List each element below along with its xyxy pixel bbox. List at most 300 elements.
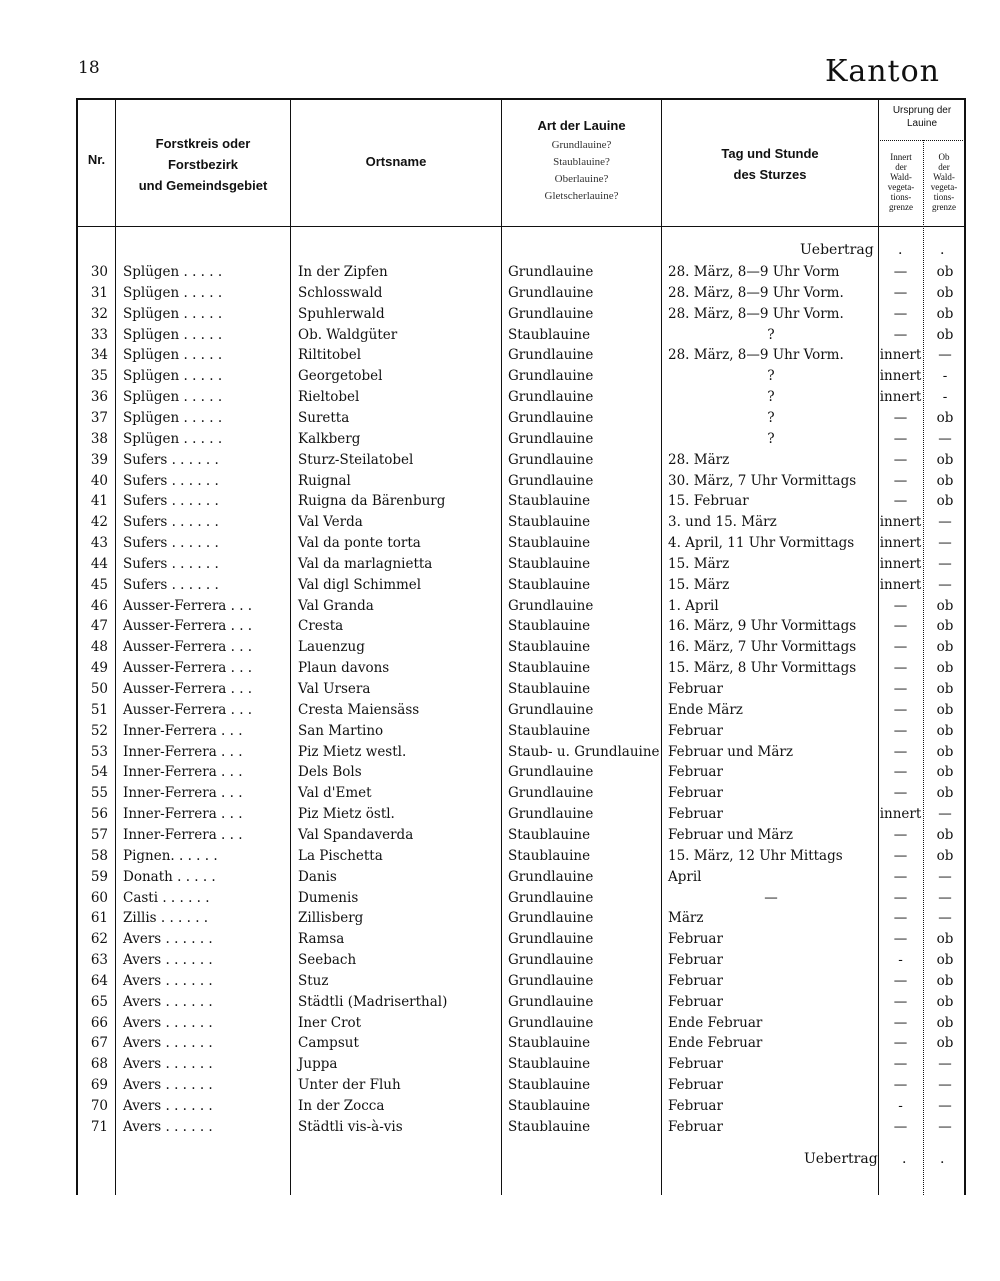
- forstkreis-cell: Avers . . . . . .: [123, 1077, 213, 1094]
- ortsname-cell: Städtli vis-à-vis: [298, 1118, 403, 1135]
- page-number: 18: [78, 58, 100, 78]
- lauine-art-cell: Staublauine: [508, 576, 591, 593]
- sturz-datum-cell: 15. März: [668, 555, 730, 572]
- innert-cell: —: [893, 1035, 908, 1052]
- lauine-art-cell: Staublauine: [508, 1098, 591, 1114]
- ortsname-cell: Cresta Maiensäss: [298, 701, 420, 718]
- ob-cell: ob: [936, 1035, 954, 1052]
- row-number: 67: [90, 1035, 108, 1052]
- table-row: [76, 825, 966, 846]
- table-row: [76, 366, 966, 387]
- forstkreis-cell: Sufers . . . . . .: [123, 493, 219, 510]
- ortsname-cell: Ramsa: [298, 931, 345, 948]
- sturz-datum-cell: Ende Februar: [668, 1035, 763, 1052]
- forstkreis-cell: Avers . . . . . .: [123, 1014, 213, 1031]
- innert-cell: —: [893, 451, 908, 468]
- sturz-datum-cell: 28. März, 8—9 Uhr Vorm.: [668, 347, 844, 364]
- header-innert-line: tions-: [890, 192, 912, 202]
- innert-cell: -: [898, 952, 903, 969]
- innert-cell: —: [893, 305, 908, 322]
- ob-cell: ob: [936, 931, 954, 948]
- ob-cell: ob: [936, 618, 954, 635]
- header-art-option: Oberlauine?: [554, 173, 609, 185]
- row-number: 46: [90, 597, 108, 614]
- row-number: 43: [90, 535, 108, 552]
- ortsname-cell: Rieltobel: [298, 389, 360, 406]
- header-ursprung-line-1: Ursprung der: [892, 105, 952, 116]
- forstkreis-cell: Splügen . . . . .: [123, 409, 223, 426]
- ob-cell: ob: [936, 493, 954, 510]
- table-row: [76, 846, 966, 867]
- row-number: 44: [90, 555, 108, 572]
- table-row: [76, 908, 966, 929]
- row-number: 68: [90, 1056, 108, 1073]
- forstkreis-cell: Splügen . . . . .: [123, 326, 223, 343]
- table-row: [76, 450, 966, 471]
- lauine-art-cell: Staublauine: [508, 681, 591, 697]
- ob-cell: ob: [936, 409, 954, 426]
- header-ob-line: grenze: [932, 202, 956, 212]
- innert-cell: innert: [879, 535, 922, 552]
- sturz-datum-cell: —: [764, 889, 778, 906]
- sturz-datum-cell: Februar: [668, 1077, 723, 1094]
- ortsname-cell: Val da ponte torta: [298, 535, 421, 552]
- innert-cell: —: [893, 722, 908, 739]
- forstkreis-cell: Sufers . . . . . .: [123, 535, 219, 552]
- table-row: [76, 888, 966, 909]
- sturz-datum-cell: 30. März, 7 Uhr Vormittags: [668, 472, 857, 489]
- ortsname-cell: Spuhlerwald: [298, 305, 385, 322]
- innert-cell: —: [893, 472, 908, 489]
- table-row: [76, 700, 966, 721]
- row-number: 50: [90, 681, 108, 697]
- ortsname-cell: La Pischetta: [298, 847, 383, 864]
- row-number: 35: [90, 368, 108, 385]
- ortsname-cell: In der Zocca: [298, 1098, 385, 1114]
- row-number: 48: [90, 639, 108, 656]
- lauine-art-cell: Grundlauine: [508, 910, 594, 927]
- row-number: 39: [90, 451, 108, 468]
- sturz-datum-cell: Februar: [668, 993, 723, 1010]
- table-row: [76, 804, 966, 825]
- ortsname-cell: Cresta: [298, 618, 344, 635]
- table-row: [76, 575, 966, 596]
- table-row: [76, 867, 966, 888]
- sturz-datum-cell: Februar: [668, 806, 723, 823]
- forstkreis-cell: Donath . . . . .: [123, 868, 216, 885]
- row-number: 47: [90, 618, 108, 635]
- table-top-rule: [76, 98, 966, 100]
- sturz-datum-cell: ?: [767, 326, 775, 343]
- header-ob-line: der: [938, 162, 950, 172]
- lauine-art-cell: Grundlauine: [508, 952, 594, 969]
- forstkreis-cell: Inner-Ferrera . . .: [123, 743, 243, 760]
- sturz-datum-cell: 16. März, 7 Uhr Vormittags: [668, 639, 857, 656]
- lauine-art-cell: Staublauine: [508, 555, 591, 572]
- ob-cell: ob: [936, 826, 954, 843]
- table-row: [76, 742, 966, 763]
- innert-cell: —: [893, 1077, 908, 1094]
- sturz-datum-cell: Februar: [668, 785, 723, 802]
- table-row: [76, 1096, 966, 1117]
- innert-cell: —: [893, 910, 908, 927]
- row-number: 34: [90, 347, 108, 364]
- ortsname-cell: Val Spandaverda: [298, 826, 414, 843]
- lauine-art-cell: Staublauine: [508, 493, 591, 510]
- innert-cell: —: [893, 868, 908, 885]
- ob-cell: ob: [936, 326, 954, 343]
- sturz-datum-cell: ?: [767, 389, 775, 406]
- row-number: 54: [90, 764, 108, 781]
- forstkreis-cell: Splügen . . . . .: [123, 430, 223, 447]
- table-row: [76, 1117, 966, 1138]
- table-row: [76, 533, 966, 554]
- ortsname-cell: Seebach: [298, 952, 357, 969]
- forstkreis-cell: Avers . . . . . .: [123, 931, 213, 948]
- innert-cell: innert: [879, 514, 922, 531]
- lauine-art-cell: Grundlauine: [508, 868, 594, 885]
- sturz-datum-cell: 4. April, 11 Uhr Vormittags: [668, 535, 855, 552]
- table-row: [76, 491, 966, 512]
- row-number: 41: [90, 493, 108, 510]
- table-row: [76, 971, 966, 992]
- row-number: 37: [90, 409, 108, 426]
- ortsname-cell: Georgetobel: [298, 368, 383, 385]
- forstkreis-cell: Inner-Ferrera . . .: [123, 764, 243, 781]
- carry-over-bottom-innert: .: [902, 1151, 907, 1167]
- header-ursprung-line-2: Lauine: [906, 118, 938, 129]
- table-row: [76, 992, 966, 1013]
- sturz-datum-cell: Februar: [668, 1056, 723, 1073]
- carry-over-bottom: Uebertrag: [804, 1151, 878, 1167]
- header-forstkreis-line-2: Forstbezirk: [167, 157, 239, 172]
- row-number: 65: [90, 993, 108, 1010]
- row-number: 53: [90, 743, 108, 760]
- ob-cell: ob: [936, 722, 954, 739]
- innert-cell: innert: [879, 347, 922, 364]
- lauine-art-cell: Grundlauine: [508, 472, 594, 489]
- table-row: [76, 471, 966, 492]
- ortsname-cell: Unter der Fluh: [298, 1077, 401, 1094]
- forstkreis-cell: Sufers . . . . . .: [123, 472, 219, 489]
- forstkreis-cell: Casti . . . . . .: [123, 889, 210, 906]
- innert-cell: —: [893, 931, 908, 948]
- ortsname-cell: Dumenis: [298, 889, 359, 906]
- ob-cell: ob: [936, 639, 954, 656]
- ortsname-cell: Danis: [298, 868, 337, 885]
- lauine-art-cell: Staublauine: [508, 722, 591, 739]
- ob-cell: —: [938, 868, 952, 885]
- ob-cell: —: [938, 1077, 952, 1094]
- innert-cell: —: [893, 847, 908, 864]
- sturz-datum-cell: 28. März, 8—9 Uhr Vorm: [668, 264, 840, 280]
- innert-cell: -: [898, 1098, 903, 1114]
- ob-cell: ob: [936, 1014, 954, 1031]
- lauine-art-cell: Grundlauine: [508, 806, 594, 823]
- innert-cell: —: [893, 889, 908, 906]
- ob-cell: ob: [936, 305, 954, 322]
- lauine-art-cell: Grundlauine: [508, 368, 594, 385]
- ortsname-cell: Riltitobel: [298, 347, 362, 364]
- header-forstkreis: [116, 133, 290, 196]
- innert-cell: —: [893, 826, 908, 843]
- header-tag-line-2: des Sturzes: [733, 167, 807, 182]
- ob-cell: ob: [936, 764, 954, 781]
- lauine-art-cell: Grundlauine: [508, 409, 594, 426]
- sturz-datum-cell: 15. Februar: [668, 493, 749, 510]
- running-title: Kanton: [824, 54, 940, 89]
- forstkreis-cell: Splügen . . . . .: [123, 264, 223, 280]
- sturz-datum-cell: 16. März, 9 Uhr Vormittags: [668, 618, 857, 635]
- header-ob-line: Wald-: [933, 172, 955, 182]
- innert-cell: —: [893, 1014, 908, 1031]
- row-number: 49: [90, 660, 108, 677]
- sturz-datum-cell: 1. April: [668, 597, 719, 614]
- sturz-datum-cell: Februar: [668, 1118, 723, 1135]
- lauine-art-cell: Grundlauine: [508, 993, 594, 1010]
- table-row: [76, 721, 966, 742]
- ob-cell: —: [938, 1118, 952, 1135]
- ob-cell: -: [942, 389, 948, 406]
- lauine-art-cell: Staublauine: [508, 1077, 591, 1094]
- innert-cell: —: [893, 409, 908, 426]
- forstkreis-cell: Avers . . . . . .: [123, 952, 213, 969]
- row-number: 40: [90, 472, 108, 489]
- sturz-datum-cell: Ende Februar: [668, 1014, 763, 1031]
- ortsname-cell: Plaun davons: [298, 660, 390, 677]
- sturz-datum-cell: ?: [767, 409, 775, 426]
- lauine-art-cell: Grundlauine: [508, 972, 594, 989]
- ob-cell: —: [938, 1098, 952, 1114]
- forstkreis-cell: Inner-Ferrera . . .: [123, 722, 243, 739]
- lauine-art-cell: Staublauine: [508, 618, 591, 635]
- table-row: [76, 1013, 966, 1034]
- innert-cell: —: [893, 430, 908, 447]
- ortsname-cell: Ruigna da Bärenburg: [298, 493, 446, 510]
- forstkreis-cell: Splügen . . . . .: [123, 347, 223, 364]
- ortsname-cell: Val Ursera: [298, 681, 371, 697]
- lauine-art-cell: Staublauine: [508, 1056, 591, 1073]
- forstkreis-cell: Avers . . . . . .: [123, 993, 213, 1010]
- table-row: [76, 325, 966, 346]
- ortsname-cell: Zillisberg: [298, 910, 364, 927]
- forstkreis-cell: Avers . . . . . .: [123, 1035, 213, 1052]
- forstkreis-cell: Avers . . . . . .: [123, 1118, 213, 1135]
- table-row: [76, 345, 966, 366]
- innert-cell: —: [893, 681, 908, 697]
- forstkreis-cell: Splügen . . . . .: [123, 368, 223, 385]
- ortsname-cell: Dels Bols: [298, 764, 362, 781]
- ob-cell: —: [938, 555, 952, 572]
- lauine-art-cell: Grundlauine: [508, 264, 594, 280]
- table-row: [76, 512, 966, 533]
- header-innert-line: grenze: [889, 202, 913, 212]
- forstkreis-cell: Ausser-Ferrera . . .: [123, 681, 253, 697]
- header-art: [502, 118, 661, 205]
- innert-cell: innert: [879, 806, 922, 823]
- ortsname-cell: Stuz: [298, 972, 329, 989]
- row-number: 69: [90, 1077, 108, 1094]
- table-row: [76, 658, 966, 679]
- ortsname-cell: Suretta: [298, 409, 350, 426]
- ob-cell: ob: [936, 451, 954, 468]
- innert-cell: innert: [879, 555, 922, 572]
- innert-cell: —: [893, 264, 908, 280]
- ob-cell: ob: [936, 972, 954, 989]
- sturz-datum-cell: Februar: [668, 722, 723, 739]
- header-ob-line: Ob: [938, 152, 950, 162]
- ob-cell: ob: [936, 993, 954, 1010]
- ortsname-cell: San Martino: [298, 722, 384, 739]
- sturz-datum-cell: 28. März, 8—9 Uhr Vorm.: [668, 284, 844, 301]
- sturz-datum-cell: 15. März, 12 Uhr Mittags: [668, 847, 843, 864]
- innert-cell: —: [893, 743, 908, 760]
- sturz-datum-cell: Februar und März: [668, 826, 793, 843]
- lauine-art-cell: Grundlauine: [508, 597, 594, 614]
- ortsname-cell: Val Verda: [298, 514, 363, 531]
- sturz-datum-cell: April: [668, 868, 702, 885]
- table-row: [76, 783, 966, 804]
- innert-cell: —: [893, 326, 908, 343]
- row-number: 45: [90, 576, 108, 593]
- row-number: 55: [90, 785, 108, 802]
- header-innert-line: vegeta-: [887, 182, 915, 192]
- innert-cell: —: [893, 764, 908, 781]
- table-row: [76, 950, 966, 971]
- row-number: 33: [90, 326, 108, 343]
- header-innert-line: der: [895, 162, 907, 172]
- ob-cell: —: [938, 910, 952, 927]
- sturz-datum-cell: 15. März: [668, 576, 730, 593]
- ortsname-cell: Sturz-Steilatobel: [298, 451, 414, 468]
- header-ortsname: Ortsname: [365, 154, 427, 169]
- forstkreis-cell: Splügen . . . . .: [123, 389, 223, 406]
- header-art-option: Grundlauine?: [551, 139, 612, 151]
- header-art-option: Staublauine?: [553, 156, 610, 168]
- header-innert-line: Wald-: [890, 172, 912, 182]
- innert-cell: —: [893, 785, 908, 802]
- table-row: [76, 387, 966, 408]
- ortsname-cell: Piz Mietz westl.: [298, 743, 407, 760]
- forstkreis-cell: Ausser-Ferrera . . .: [123, 660, 253, 677]
- lauine-art-cell: Grundlauine: [508, 1014, 594, 1031]
- table-row: [76, 1054, 966, 1075]
- row-number: 66: [90, 1014, 108, 1031]
- ob-cell: —: [938, 514, 952, 531]
- ortsname-cell: Val d'Emet: [298, 785, 372, 802]
- header-ob-line: tions-: [933, 192, 955, 202]
- forstkreis-cell: Ausser-Ferrera . . .: [123, 701, 253, 718]
- ob-cell: —: [938, 535, 952, 552]
- ortsname-cell: Piz Mietz östl.: [298, 806, 395, 823]
- forstkreis-cell: Sufers . . . . . .: [123, 451, 219, 468]
- ob-cell: ob: [936, 847, 954, 864]
- ob-cell: ob: [936, 743, 954, 760]
- row-number: 31: [90, 284, 108, 301]
- lauine-art-cell: Staublauine: [508, 514, 591, 531]
- lauine-art-cell: Staub- u. Grundlauine: [508, 743, 660, 760]
- lauine-art-cell: Grundlauine: [508, 889, 594, 906]
- table-row: [76, 408, 966, 429]
- sturz-datum-cell: Februar: [668, 764, 723, 781]
- row-number: 58: [90, 847, 108, 864]
- lauine-art-cell: Staublauine: [508, 326, 591, 343]
- header-art-option: Gletscherlauine?: [544, 190, 619, 202]
- lauine-art-cell: Grundlauine: [508, 284, 594, 301]
- row-number: 61: [90, 910, 108, 927]
- forstkreis-cell: Inner-Ferrera . . .: [123, 806, 243, 823]
- table-row: [76, 929, 966, 950]
- table-row: [76, 283, 966, 304]
- sturz-datum-cell: 28. März, 8—9 Uhr Vorm.: [668, 305, 844, 322]
- forstkreis-cell: Zillis . . . . . .: [123, 910, 209, 927]
- row-number: 36: [90, 389, 108, 406]
- ob-cell: ob: [936, 472, 954, 489]
- ortsname-cell: Val digl Schimmel: [298, 576, 422, 593]
- row-number: 71: [90, 1118, 108, 1135]
- ob-cell: —: [938, 576, 952, 593]
- row-number: 63: [90, 952, 108, 969]
- sturz-datum-cell: ?: [767, 368, 775, 385]
- table-row: [76, 304, 966, 325]
- lauine-art-cell: Grundlauine: [508, 389, 594, 406]
- forstkreis-cell: Sufers . . . . . .: [123, 555, 219, 572]
- lauine-art-cell: Staublauine: [508, 639, 591, 656]
- row-number: 38: [90, 430, 108, 447]
- table-row: [76, 1033, 966, 1054]
- innert-cell: —: [893, 993, 908, 1010]
- ob-cell: —: [938, 806, 952, 823]
- row-number: 52: [90, 722, 108, 739]
- row-number: 60: [90, 889, 108, 906]
- row-number: 30: [90, 264, 108, 280]
- innert-cell: innert: [879, 576, 922, 593]
- sturz-datum-cell: Februar: [668, 931, 723, 948]
- forstkreis-cell: Avers . . . . . .: [123, 1056, 213, 1073]
- innert-cell: —: [893, 1056, 908, 1073]
- ortsname-cell: In der Zipfen: [298, 264, 388, 280]
- ob-cell: ob: [936, 701, 954, 718]
- ortsname-cell: Ruignal: [298, 472, 351, 489]
- ortsname-cell: Kalkberg: [298, 430, 361, 447]
- row-number: 42: [90, 514, 108, 531]
- ob-cell: -: [942, 368, 948, 385]
- sturz-datum-cell: März: [668, 910, 704, 927]
- header-ob-line: vegeta-: [930, 182, 958, 192]
- table-row: [76, 679, 966, 700]
- sturz-datum-cell: Ende März: [668, 701, 743, 718]
- sturz-datum-cell: Februar: [668, 681, 723, 697]
- header-innert-line: Innert: [890, 152, 912, 162]
- header-tag: [662, 143, 878, 185]
- lauine-art-cell: Grundlauine: [508, 451, 594, 468]
- ob-cell: —: [938, 347, 952, 364]
- ob-cell: —: [938, 430, 952, 447]
- ortsname-cell: Schlosswald: [298, 284, 383, 301]
- row-number: 51: [90, 701, 108, 718]
- table-row: [76, 616, 966, 637]
- innert-cell: —: [893, 639, 908, 656]
- innert-cell: —: [893, 618, 908, 635]
- lauine-art-cell: Staublauine: [508, 660, 591, 677]
- header-bottom-rule: [76, 226, 966, 227]
- innert-cell: —: [893, 597, 908, 614]
- ortsname-cell: Val da marlagnietta: [298, 555, 433, 572]
- lauine-art-cell: Staublauine: [508, 1118, 591, 1135]
- innert-cell: —: [893, 660, 908, 677]
- sturz-datum-cell: 28. März: [668, 451, 730, 468]
- lauine-art-cell: Grundlauine: [508, 701, 594, 718]
